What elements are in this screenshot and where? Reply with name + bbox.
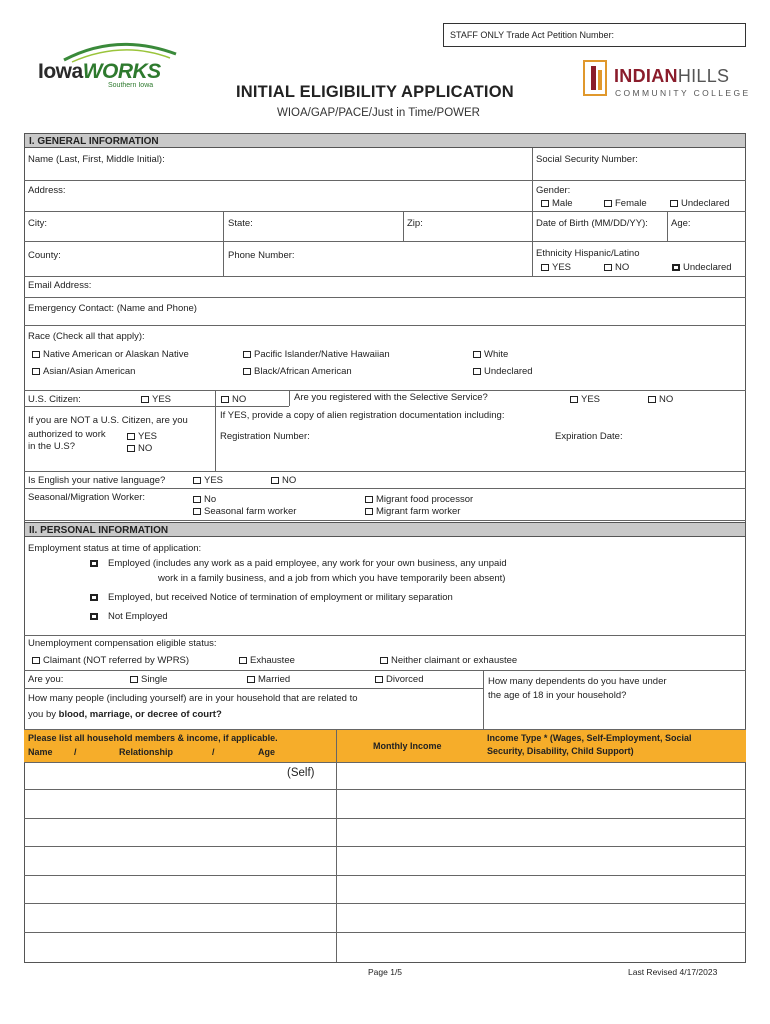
employed-option[interactable]: Employed (includes any work as a paid employee, any work for your own business, any unpaid	[90, 558, 507, 569]
checkbox[interactable]	[221, 396, 229, 403]
checkbox[interactable]	[127, 433, 135, 440]
neither-option[interactable]: Neither claimant or exhaustee	[380, 655, 517, 666]
phone-field[interactable]: Phone Number:	[228, 250, 295, 261]
table-header-relationship: Relationship	[119, 747, 174, 757]
table-header-monthly-income: Monthly Income	[373, 741, 442, 751]
name-field[interactable]: Name (Last, First, Middle Initial):	[28, 154, 165, 165]
migrant-farm-option[interactable]: Migrant farm worker	[365, 506, 460, 517]
checkbox[interactable]	[380, 657, 388, 664]
table-header-sep2: /	[212, 747, 215, 757]
staff-petition-box[interactable]	[443, 23, 746, 47]
checkbox[interactable]	[243, 368, 251, 375]
registration-number-field[interactable]: Registration Number:	[220, 431, 310, 442]
gender-female-option[interactable]: Female	[604, 198, 647, 209]
selective-no-option[interactable]: NO	[648, 394, 673, 405]
seasonal-no-option[interactable]: No	[193, 494, 216, 505]
are-you-label: Are you:	[28, 674, 64, 685]
county-field[interactable]: County:	[28, 250, 61, 261]
race-undeclared-option[interactable]: Undeclared	[473, 366, 533, 377]
city-field[interactable]: City:	[28, 218, 47, 229]
citizen-label: U.S. Citizen:	[28, 394, 81, 405]
checkbox[interactable]	[32, 351, 40, 358]
gender-male-option[interactable]: Male	[541, 198, 573, 209]
not-employed-option[interactable]: Not Employed	[90, 611, 168, 622]
household-line2: you by blood, marriage, or decree of court?	[28, 709, 222, 720]
checkbox[interactable]	[473, 351, 481, 358]
alien-doc-label: If YES, provide a copy of alien registration documentation including:	[220, 410, 505, 421]
checkbox[interactable]	[127, 445, 135, 452]
age-field[interactable]: Age:	[671, 218, 691, 229]
ssn-field[interactable]: Social Security Number:	[536, 154, 638, 165]
checkbox[interactable]	[473, 368, 481, 375]
checkbox[interactable]	[570, 396, 578, 403]
staff-label: STAFF ONLY Trade Act Petition Number:	[450, 30, 615, 40]
indian-hills-logo: INDIANHILLS	[614, 66, 730, 86]
table-header-name: Name	[28, 747, 53, 757]
single-option[interactable]: Single	[130, 674, 167, 685]
checkbox[interactable]	[141, 396, 149, 403]
checkbox[interactable]	[90, 560, 98, 567]
checkbox[interactable]	[648, 396, 656, 403]
not-citizen-line1: If you are NOT a U.S. Citizen, are you	[28, 415, 188, 426]
checkbox[interactable]	[271, 477, 279, 484]
dependents-line1: How many dependents do you have under	[488, 676, 667, 687]
checkbox[interactable]	[365, 496, 373, 503]
ethnicity-undeclared-option[interactable]: Undeclared	[672, 262, 732, 273]
dob-field[interactable]: Date of Birth (MM/DD/YY):	[536, 218, 648, 229]
race-white-option[interactable]: White	[473, 349, 508, 360]
page-title: INITIAL ELIGIBILITY APPLICATION	[236, 83, 514, 101]
gender-label: Gender:	[536, 185, 571, 196]
checkbox[interactable]	[247, 676, 255, 683]
migrant-food-option[interactable]: Migrant food processor	[365, 494, 473, 505]
selective-service-label: Are you registered with the Selective Service?	[294, 392, 488, 403]
ethnicity-no-option[interactable]: NO	[604, 262, 629, 273]
checkbox[interactable]	[672, 264, 680, 271]
table-header-sep1: /	[74, 747, 77, 757]
expiration-date-field[interactable]: Expiration Date:	[555, 431, 623, 442]
checkbox[interactable]	[193, 496, 201, 503]
employed-notice-option[interactable]: Employed, but received Notice of termination of employment or military separation	[90, 592, 453, 603]
indian-hills-logo-sub: COMMUNITY COLLEGE	[615, 88, 751, 98]
employment-status-label: Employment status at time of application:	[28, 543, 202, 554]
household-line1: How many people (including yourself) are in your household that are related to	[28, 693, 358, 704]
checkbox[interactable]	[375, 676, 383, 683]
checkbox[interactable]	[193, 477, 201, 484]
citizen-yes-option[interactable]: YES	[141, 394, 171, 405]
iowaworks-logo: IowaWORKS	[38, 60, 161, 83]
checkbox[interactable]	[604, 264, 612, 271]
ethnicity-label: Ethnicity Hispanic/Latino	[536, 248, 640, 259]
checkbox[interactable]	[32, 368, 40, 375]
email-field[interactable]: Email Address:	[28, 280, 92, 291]
emergency-contact-field[interactable]: Emergency Contact: (Name and Phone)	[28, 303, 197, 314]
race-asian-option[interactable]: Asian/Asian American	[32, 366, 135, 377]
citizen-no-option[interactable]: NO	[221, 394, 246, 405]
english-no-option[interactable]: NO	[271, 475, 296, 486]
exhaustee-option[interactable]: Exhaustee	[239, 655, 295, 666]
address-field[interactable]: Address:	[28, 185, 66, 196]
not-citizen-line3: in the U.S?	[28, 441, 75, 452]
ethnicity-yes-option[interactable]: YES	[541, 262, 571, 273]
checkbox[interactable]	[239, 657, 247, 664]
seasonal-farm-option[interactable]: Seasonal farm worker	[193, 506, 296, 517]
checkbox[interactable]	[193, 508, 201, 515]
checkbox[interactable]	[90, 594, 98, 601]
section-general-heading: I. GENERAL INFORMATION	[24, 133, 746, 148]
checkbox[interactable]	[243, 351, 251, 358]
last-revised: Last Revised 4/17/2023	[628, 967, 718, 977]
checkbox[interactable]	[541, 200, 549, 207]
indian-hills-mark-icon	[583, 60, 607, 96]
checkbox[interactable]	[604, 200, 612, 207]
authorized-no-option[interactable]: NO	[127, 443, 152, 454]
race-pacific-option[interactable]: Pacific Islander/Native Hawaiian	[243, 349, 390, 360]
english-label: Is English your native language?	[28, 475, 166, 486]
table-header-income-type-2: Security, Disability, Child Support)	[487, 746, 634, 756]
gender-undeclared-option[interactable]: Undeclared	[670, 198, 730, 209]
state-field[interactable]: State:	[228, 218, 253, 229]
race-label: Race (Check all that apply):	[28, 331, 145, 342]
table-header-age: Age	[258, 747, 276, 757]
seasonal-label: Seasonal/Migration Worker:	[28, 492, 146, 503]
checkbox[interactable]	[670, 200, 678, 207]
section-personal-heading: II. PERSONAL INFORMATION	[24, 522, 746, 537]
race-native-option[interactable]: Native American or Alaskan Native	[32, 349, 189, 360]
page-number: Page 1/5	[368, 967, 403, 977]
checkbox[interactable]	[32, 657, 40, 664]
page-subtitle: WIOA/GAP/PACE/Just in Time/POWER	[277, 107, 480, 119]
divorced-option[interactable]: Divorced	[375, 674, 424, 685]
claimant-option[interactable]: Claimant (NOT referred by WPRS)	[32, 655, 189, 666]
english-yes-option[interactable]: YES	[193, 475, 223, 486]
authorized-yes-option[interactable]: YES	[127, 431, 157, 442]
dependents-line2: the age of 18 in your household?	[488, 690, 627, 701]
not-citizen-line2: authorized to work	[28, 429, 106, 440]
uc-status-label: Unemployment compensation eligible status:	[28, 638, 217, 649]
race-black-option[interactable]: Black/African American	[243, 366, 352, 377]
checkbox[interactable]	[365, 508, 373, 515]
table-header-income-type-1: Income Type * (Wages, Self-Employment, Social	[487, 733, 692, 743]
checkbox[interactable]	[130, 676, 138, 683]
table-header-members: Please list all household members & income, if applicable.	[28, 733, 278, 743]
iowaworks-logo-sub: Southern Iowa	[108, 82, 154, 89]
selective-yes-option[interactable]: YES	[570, 394, 600, 405]
checkbox[interactable]	[90, 613, 98, 620]
self-row-label: (Self)	[287, 767, 315, 779]
zip-field[interactable]: Zip:	[407, 218, 423, 229]
employed-text-line2: work in a family business, and a job from which you have temporarily been absent)	[158, 573, 506, 584]
married-option[interactable]: Married	[247, 674, 290, 685]
checkbox[interactable]	[541, 264, 549, 271]
